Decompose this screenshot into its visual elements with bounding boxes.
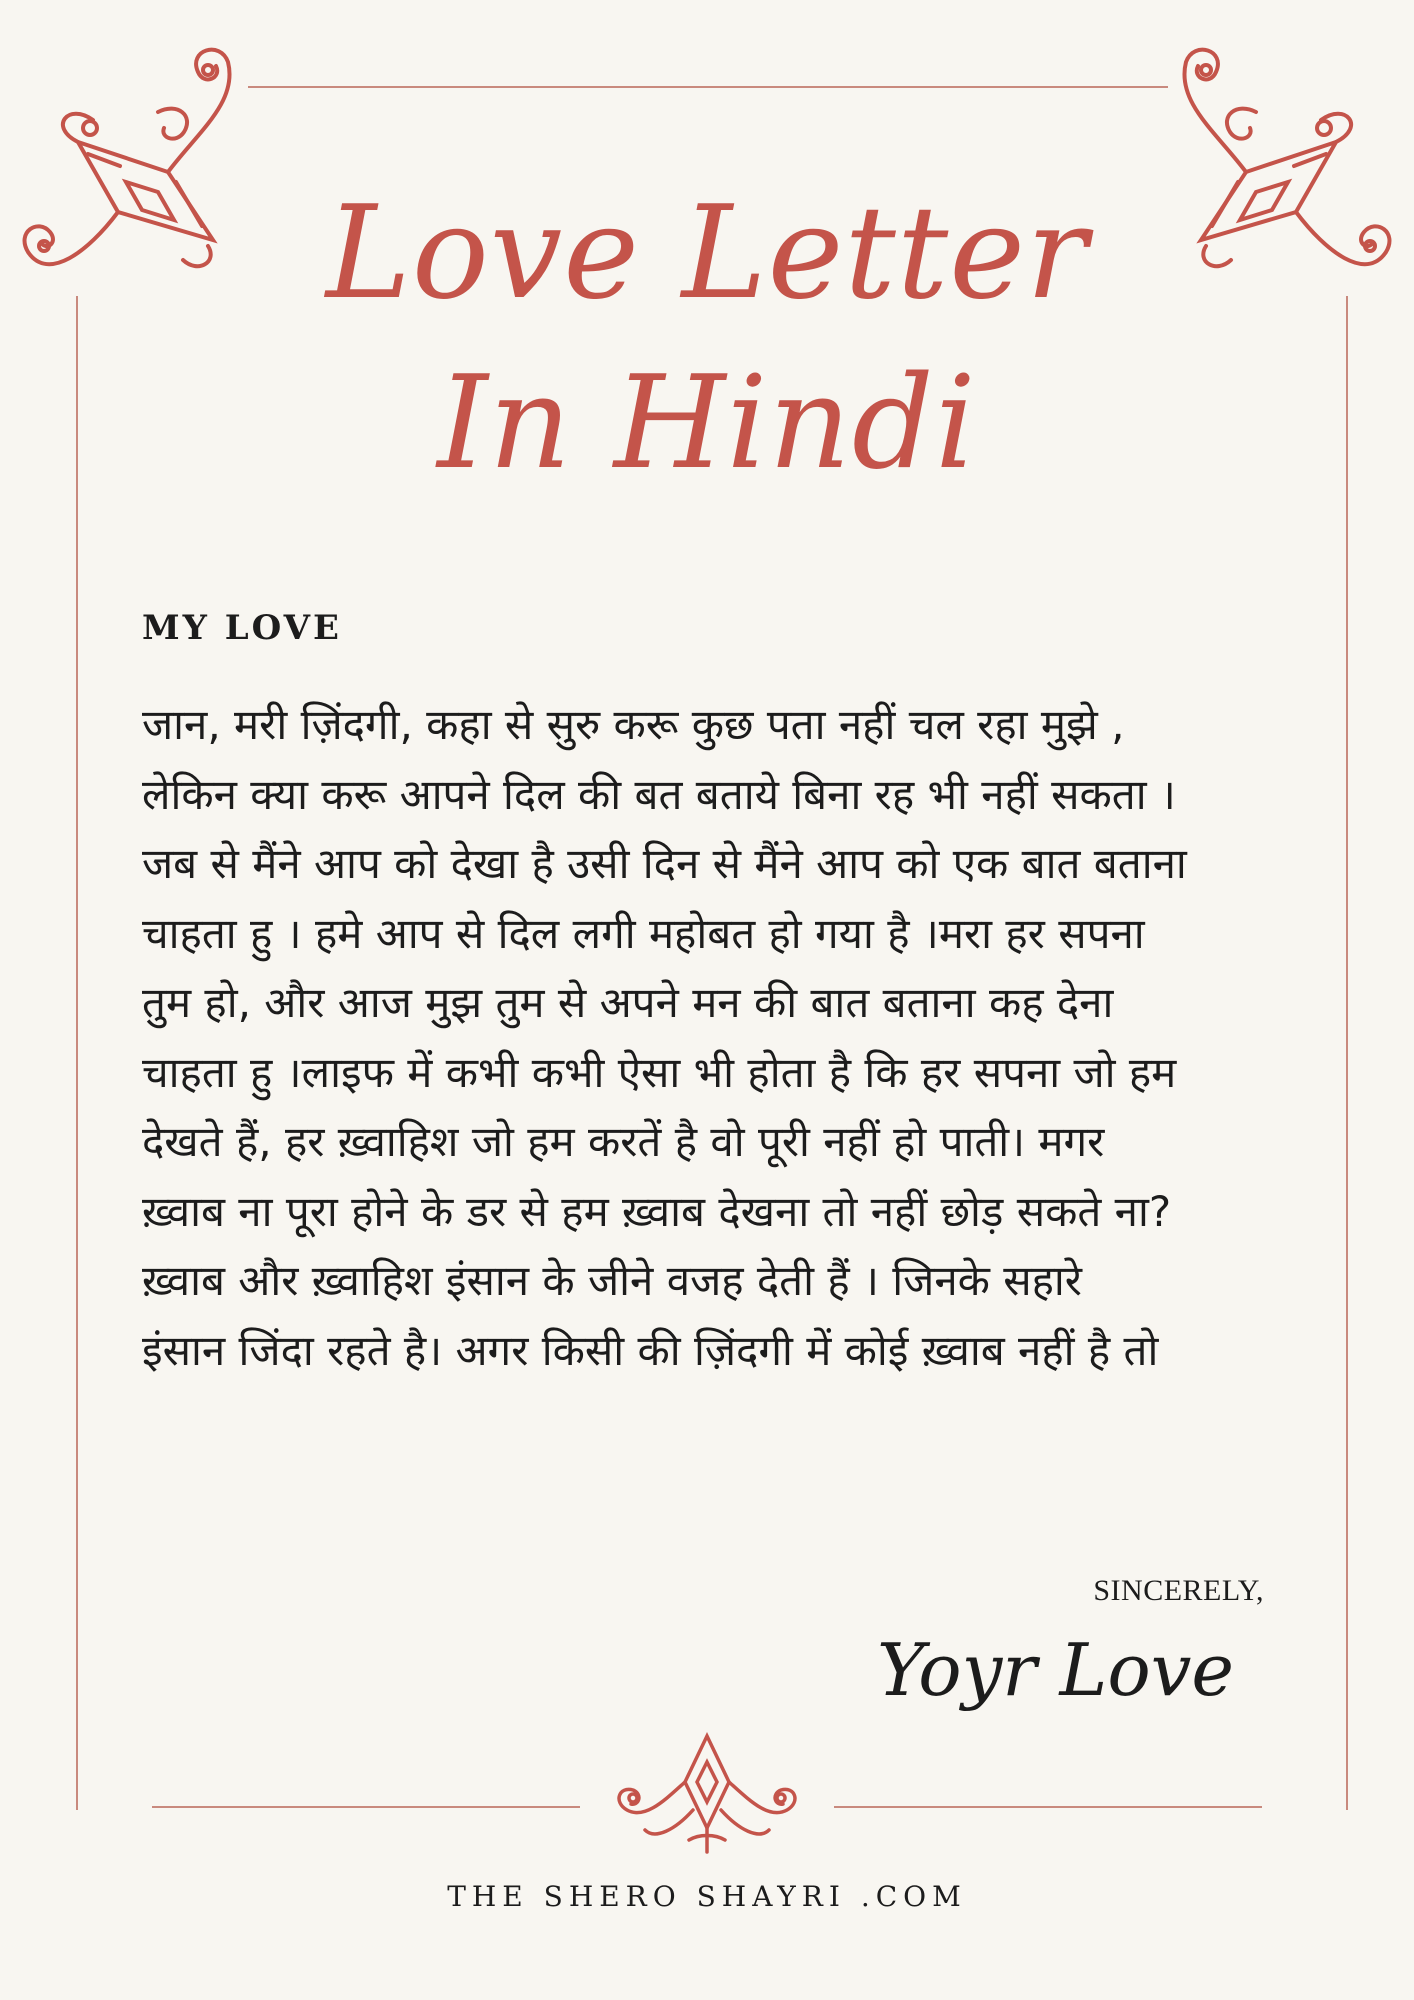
body-line: लेकिन क्या करू आपने दिल की बत बताये बिना रह भी नहीं सकता । xyxy=(142,769,1176,819)
frame-bottom-left-line xyxy=(152,1806,580,1808)
frame-bottom-right-line xyxy=(834,1806,1262,1808)
body-line: चाहता हु । हमे आप से दिल लगी महोबत हो गया है ।मरा हर सपना xyxy=(142,908,1145,958)
frame-right-line xyxy=(1346,296,1348,1810)
signature: Yoyr Love xyxy=(876,1628,1234,1712)
greeting: MY LOVE xyxy=(142,608,342,648)
letter-body xyxy=(142,690,1282,1385)
body-line: चाहता हु ।लाइफ में कभी कभी ऐसा भी होता है कि हर सपना जो हम xyxy=(142,1047,1177,1097)
body-line: देखते हैं, हर ख़्वाहिश जो हम करतें है वो पूरी नहीं हो पाती। मगर xyxy=(142,1117,1105,1166)
title-line-2: In Hindi xyxy=(437,349,977,498)
body-line: इंसान जिंदा रहते है। अगर किसी की ज़िंदगी में कोई ख़्वाब नहीं है तो xyxy=(142,1325,1159,1375)
body-line: जान, मरी ज़िंदगी, कहा से सुरु करू कुछ पता नहीं चल रहा मुझे , xyxy=(142,700,1125,749)
body-line: तुम हो, और आज मुझ तुम से अपने मन की बात बताना कह देना xyxy=(142,978,1114,1027)
closing-text: SINCERELY, xyxy=(1093,1574,1264,1607)
frame-top-line xyxy=(248,86,1168,88)
footer-website: THE SHERO SHAYRI .COM xyxy=(447,1880,967,1913)
body-line: ख़्वाब ना पूरा होने के डर से हम ख़्वाब देखना तो नहीं छोड़ सकते ना? xyxy=(142,1186,1172,1236)
body-line: ख़्वाब और ख़्वाहिश इंसान के जीने वजह देती हैं । जिनके सहारे xyxy=(142,1256,1082,1305)
frame-left-line xyxy=(76,296,78,1810)
title-line-1: Love Letter xyxy=(325,179,1089,328)
body-line: जब से मैंने आप को देखा है उसी दिन से मैंने आप को एक बात बताना xyxy=(142,839,1187,888)
bottom-center-ornament-icon xyxy=(605,1730,809,1860)
